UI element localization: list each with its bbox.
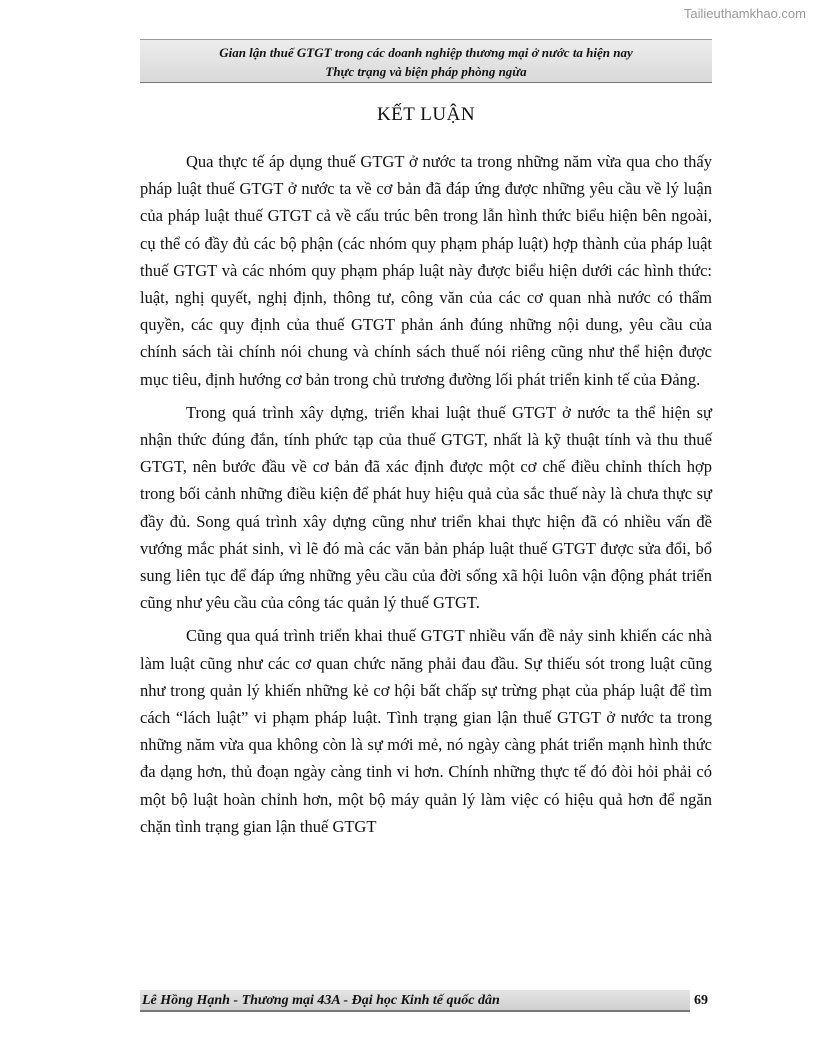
header-line-2: Thực trạng và biện pháp phòng ngừa [325,64,527,79]
page-title: KẾT LUẬN [376,104,476,125]
body-text [140,148,712,846]
header-line-1: Gian lận thuế GTGT trong các doanh nghiệp thương mại ở nước ta hiện nay [219,45,633,60]
paragraph-1: Qua thực tế áp dụng thuế GTGT ở nước ta trong những năm vừa qua cho thấy pháp luật thuế GTGT ở nước ta về cơ bản đã đáp ứng được những yêu cầu về lý luận của pháp luật thuế GTGT cả về cấu trúc bên trong lẫn hình thức biểu hiện bên ngoài, cụ thể có đầy đủ các bộ phận (các nhóm quy phạm pháp luật) hợp thành của pháp luật thuế GTGT và các nhóm quy phạm pháp luật này được biểu hiện dưới các hình thức: luật, nghị quyết, nghị định, thông tư, công văn của các cơ quan nhà nước có thẩm quyền, các quy định của thuế GTGT phản ánh đúng những nội dung, yêu cầu của chính sách tài chính nói chung và chính sách thuế nói riêng cũng như thể hiện được mục tiêu, định hướng cơ bản trong chủ trương đường lối phát triển kinh tế của Đảng. [140,152,712,389]
paragraph-3: Cũng qua quá trình triển khai thuế GTGT nhiều vấn đề nảy sinh khiến các nhà làm luật cũng như các cơ quan chức năng phải đau đầu. Sự thiếu sót trong luật cũng như trong quản lý khiến những kẻ cơ hội bất chấp sự trừng phạt của pháp luật để tìm cách “lách luật” vi phạm pháp luật. Tình trạng gian lận thuế GTGT ở nước ta trong những năm vừa qua không còn là sự mới mẻ, nó ngày càng phát triển mạnh hình thức đa dạng hơn, thủ đoạn ngày càng tinh vi hơn. Chính những thực tế đó đòi hỏi phải có một bộ luật hoàn chỉnh hơn, một bộ máy quản lý làm việc có hiệu quả hơn để ngăn chặn tình trạng gian lận thuế GTGT [140,626,712,836]
running-footer: Lê Hồng Hạnh - Thương mại 43A - Đại học Kinh tế quốc dân [140,990,690,1012]
watermark-text: Tailieuthamkhao.com [683,6,806,21]
page-number: 69 [694,993,708,1008]
paragraph-2: Trong quá trình xây dựng, triển khai luật thuế GTGT ở nước ta thể hiện sự nhận thức đúng đắn, tính phức tạp của thuế GTGT, nhất là kỹ thuật tính và thu thuế GTGT, nên bước đầu về cơ bản đã xác định được một cơ chế điều chỉnh thích hợp trong bối cảnh những điều kiện để phát huy hiệu quả của sắc thuế này là chưa thực sự đầy đủ. Song quá trình xây dựng cũng như triển khai thực hiện đã có nhiều vấn đề vướng mắc phát sinh, vì lẽ đó mà các văn bản pháp luật thuế GTGT được sửa đổi, bổ sung liên tục để đáp ứng những yêu cầu của đời sống xã hội luôn vận động phát triển cũng như yêu cầu của công tác quản lý thuế GTGT. [140,402,712,613]
running-header [140,39,712,83]
